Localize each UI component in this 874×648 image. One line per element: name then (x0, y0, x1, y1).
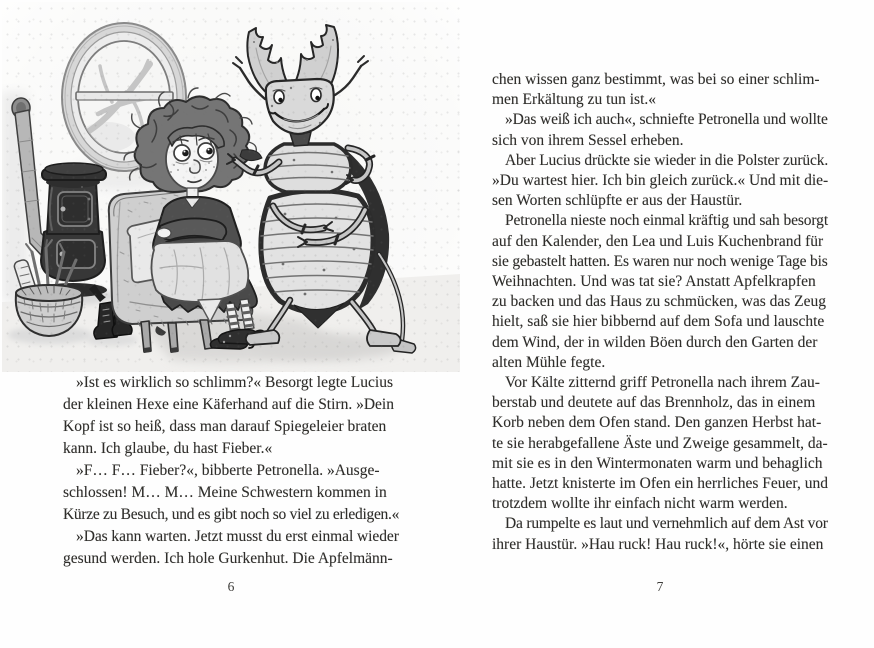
text-line: Vor Kälte zitternd griff Petronella nach ihrem Zau- (505, 374, 820, 392)
left-page-text (63, 372, 399, 570)
text-line: »Ist es wirklich so schlimm?« Besorgt legte Lucius (76, 374, 393, 391)
text-line: kann. Ich glaube, du hast Fieber.« (63, 440, 273, 457)
hair-tuft (240, 150, 262, 161)
lap-blanket (151, 241, 248, 302)
text-line: zu backen und das Haus zu schmücken, was das Zeug (492, 293, 827, 311)
text-line: hatte. Jetzt knisterte im Ofen ein herrliches Feuer, und (492, 475, 828, 493)
page-number-left: 6 (227, 579, 235, 594)
text-line: trotzdem wollte ihr einfach nicht warm werden. (492, 495, 788, 513)
text-line: sie gebastelt hatten. Es waren nur noch wenige Tage bis (492, 252, 828, 270)
text-line: Da rumpelte es laut und vernehmlich auf dem Ast vor (505, 515, 828, 533)
text-line: Kopf ist so heiß, dass man darauf Spiegeleier braten (63, 418, 387, 435)
text-line: chen wissen ganz bestimmt, was bei so einer schlim- (492, 71, 820, 88)
text-line: »Das kann warten. Jetzt musst du erst einmal wieder (76, 528, 399, 545)
beetle-thorax (265, 144, 351, 192)
stove-handle-upper (61, 207, 66, 212)
text-line: berstab und deutete auf das Brennholz, das in einem (492, 394, 816, 412)
text-line: sich von ihrem Sessel erheben. (492, 131, 684, 149)
text-line: der kleinen Hexe eine Käferhand auf die Stirn. »Dein (63, 396, 394, 413)
text-line: Kürze zu Besuch, und es gibt noch so viel zu erledigen.« (63, 506, 400, 523)
text-line: alten Mühle fegte. (492, 353, 606, 371)
text-line: schlossen! M… M… Meine Schwestern kommen in (63, 484, 387, 501)
text-line: »Das weiß ich auch«, schniefte Petronella und wollte (505, 111, 828, 129)
text-line: te sie herabgefallene Äste und Zweige gesammelt, da- (492, 434, 828, 452)
text-line: dem Wind, der in wilden Böen durch den Garten der (492, 333, 818, 351)
beetle-head (266, 79, 334, 134)
text-line: Weihnachten. Und was tat sie? Anstatt Apfelkrapfen (492, 273, 816, 291)
beetle-antenna-right (335, 56, 368, 95)
text-line: »Du wartest hier. Ich bin gleich zurück.« Und mit die- (492, 172, 829, 190)
page-number-right: 7 (656, 579, 664, 594)
text-line: sen Worten schlüpfte er aus der Haustür. (492, 192, 743, 210)
petronella-hand (157, 228, 171, 238)
text-line: ihrer Haustür. »Hau ruck! Hau ruck!«, hörte sie einen (492, 535, 824, 553)
text-line: hielt, saß sie hier bibbernd auf dem Sofa und lauschte (492, 313, 825, 331)
right-page-text (492, 70, 828, 555)
text-line: »F… F… Fieber?«, bibberte Petronella. »Ausge- (76, 462, 380, 479)
text-line: men Erkältung zu tun ist.« (492, 91, 657, 109)
text-line: gesund werden. Ich hole Gurkenhut. Die Apfelmänn- (63, 550, 393, 567)
text-line: Korb neben dem Ofen stand. Den ganzen Herbst hat- (492, 414, 822, 432)
text-line: mit sie es in den Wintermonaten warm und behaglich (492, 454, 823, 472)
text-line: Petronella nieste noch einmal kräftig und sah besorgt (505, 212, 829, 230)
text-line: auf den Kalender, den Lea und Luis Kuchenbrand für (492, 232, 824, 250)
illustration-container (2, 2, 460, 372)
illustration (2, 2, 460, 372)
text-line: Aber Lucius drückte sie wieder in die Polster zurück. (505, 151, 829, 169)
